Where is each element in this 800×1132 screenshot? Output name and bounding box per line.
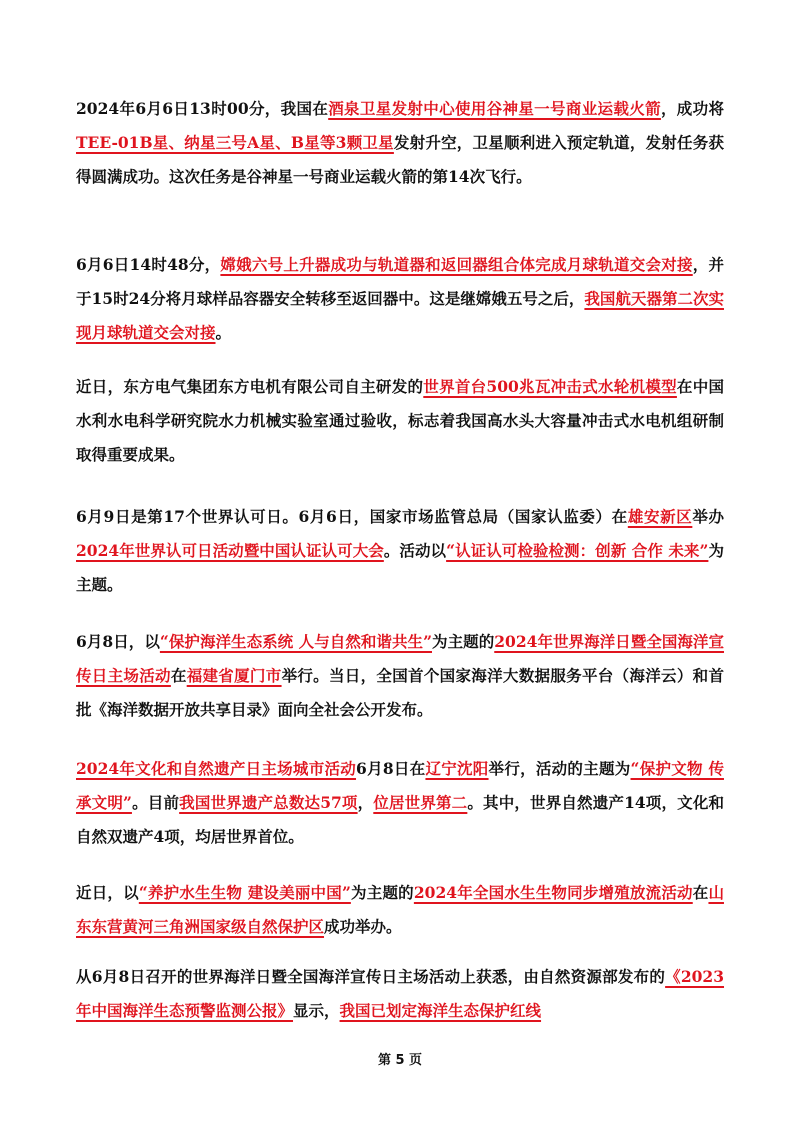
highlighted-text: 2024年世界海洋日暨全国海洋宣传日主场活动 bbox=[76, 632, 724, 685]
highlighted-text: 辽宁沈阳 bbox=[425, 759, 489, 778]
text-run: 发射升空，卫星顺利进入预定轨道，发射任务获得圆满成功。这次任务是谷神星一号商业运载火箭的第14次飞行。 bbox=[76, 133, 724, 186]
text-run: 举行。当日，全国首个国家海洋大数据服务平台（海洋云）和首批《海洋数据开放共享目录》面向全社会公开发布。 bbox=[76, 666, 724, 719]
text-run: 显示， bbox=[293, 1001, 340, 1020]
text-run: ， bbox=[357, 793, 374, 812]
paragraph-1 bbox=[76, 92, 724, 194]
text-run: 在 bbox=[692, 883, 709, 902]
text-run: 近日，以 bbox=[76, 883, 139, 902]
text-run: 在 bbox=[170, 666, 187, 685]
highlighted-text: “保护文物 传承文明” bbox=[76, 759, 724, 812]
text-run: 6月8日，以 bbox=[76, 632, 160, 651]
highlighted-text: 福建省厦门市 bbox=[186, 666, 282, 685]
text-run: 近日，东方电气集团东方电机有限公司自主研发的 bbox=[76, 377, 424, 396]
paragraph-3 bbox=[76, 370, 724, 472]
text-run: ，并于15时24分将月球样品容器安全转移至返回器中。这是继嫦娥五号之后， bbox=[76, 255, 724, 308]
paragraph-8 bbox=[76, 960, 724, 1028]
text-run: 。其中，世界自然遗产14项，文化和自然双遗产4项，均居世界首位。 bbox=[76, 793, 724, 846]
highlighted-text: 世界首台500兆瓦冲击式水轮机模型 bbox=[423, 377, 677, 396]
highlighted-text: 2024年全国水生生物同步增殖放流活动 bbox=[413, 883, 693, 902]
text-run: ，成功将 bbox=[660, 99, 724, 118]
page-number: 第 5 页 bbox=[377, 1053, 423, 1068]
highlighted-text: 我国已划定海洋生态保护红线 bbox=[339, 1001, 542, 1020]
highlighted-text: 我国世界遗产总数达57项 bbox=[179, 793, 358, 812]
text-run: 6月8日在 bbox=[356, 759, 426, 778]
highlighted-text: “养护水生生物 建设美丽中国” bbox=[138, 883, 351, 902]
paragraph-5 bbox=[76, 625, 724, 727]
text-run: 。 bbox=[215, 323, 232, 342]
text-run: 。活动以 bbox=[383, 541, 447, 560]
text-run: 成功举办。 bbox=[324, 917, 402, 936]
highlighted-text: “保护海洋生态系统 人与自然和谐共生” bbox=[159, 632, 432, 651]
paragraph-4 bbox=[76, 500, 724, 602]
text-run: 。目前 bbox=[131, 793, 180, 812]
text-run: 6月9日是第17个世界认可日。6月6日，国家市场监管总局（国家认监委）在 bbox=[76, 507, 628, 526]
highlighted-text: 我国航天器第二次实现月球轨道交会对接 bbox=[76, 289, 724, 342]
highlighted-text: 2024年文化和自然遗产日主场城市活动 bbox=[76, 759, 357, 778]
text-run: 在中国水利水电科学研究院水力机械实验室通过验收，标志着我国高水头大容量冲击式水电机组研制取得重要成果。 bbox=[76, 377, 724, 464]
text-run: 6月6日14时48分， bbox=[76, 255, 221, 274]
highlighted-text: “认证认可检验检测：创新 合作 未来” bbox=[446, 541, 709, 560]
highlighted-text: 嫦娥六号上升器成功与轨道器和返回器组合体完成月球轨道交会对接 bbox=[220, 255, 693, 274]
text-run: 从6月8日召开的世界海洋日暨全国海洋宣传日主场活动上获悉，由自然资源部发布的 bbox=[76, 967, 666, 986]
highlighted-text: 山东东营黄河三角洲国家级自然保护区 bbox=[76, 883, 724, 936]
highlighted-text: 雄安新区 bbox=[627, 507, 693, 526]
text-run: 举办 bbox=[692, 507, 724, 526]
highlighted-text: TEE-01B星、纳星三号A星、B星等3颗卫星 bbox=[76, 133, 394, 152]
highlighted-text: 位居世界第二 bbox=[373, 793, 468, 812]
text-run: 为主题的 bbox=[432, 632, 495, 651]
text-run: 为主题。 bbox=[76, 541, 724, 594]
highlighted-text: 2024年世界认可日活动暨中国认证认可大会 bbox=[76, 541, 384, 560]
paragraph-7 bbox=[76, 876, 724, 944]
paragraph-6 bbox=[76, 752, 724, 854]
text-run: 举行，活动的主题为 bbox=[488, 759, 631, 778]
paragraph-2 bbox=[76, 248, 724, 350]
text-run: 为主题的 bbox=[350, 883, 414, 902]
text-run: 2024年6月6日13时00分，我国在 bbox=[76, 99, 329, 118]
highlighted-text: 谷神星一号商业运载火箭 bbox=[486, 99, 661, 118]
highlighted-text: 《2023年中国海洋生态预警监测公报》 bbox=[76, 967, 725, 1020]
highlighted-text: 酒泉卫星发射中心使用 bbox=[328, 99, 487, 118]
